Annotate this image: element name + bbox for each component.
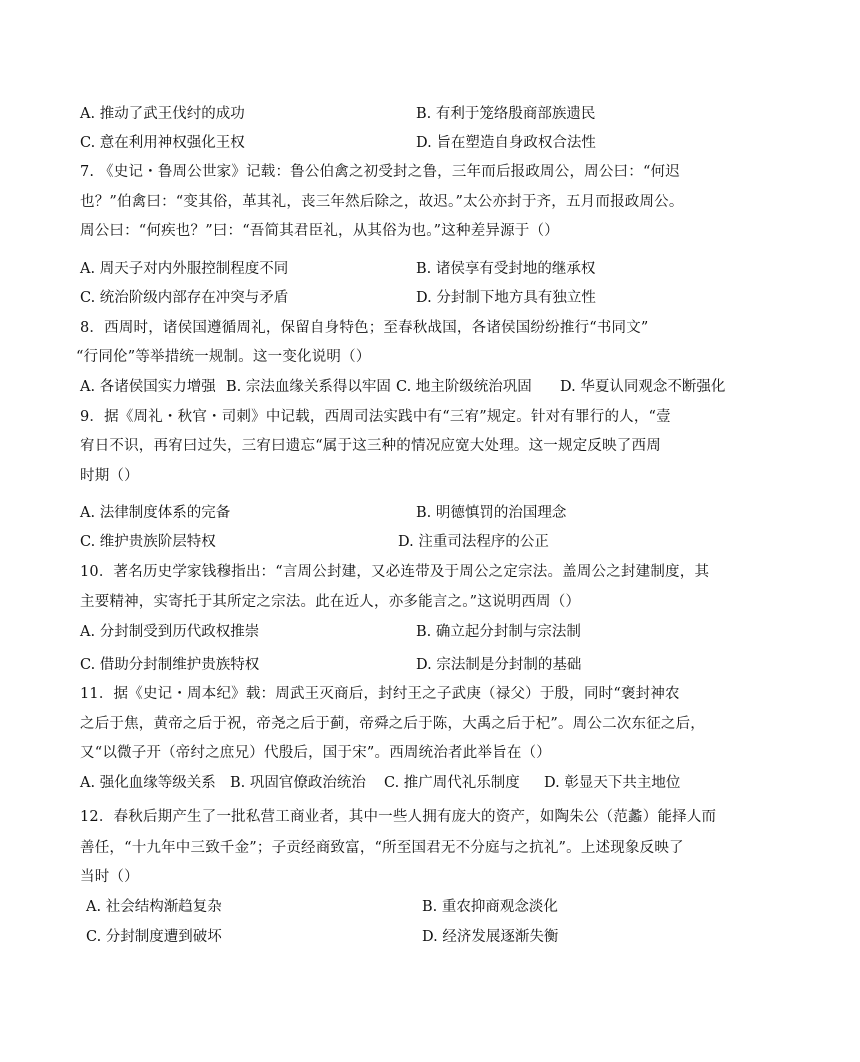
q8-option-a[interactable]: A. 各诸侯国实力增强	[80, 379, 216, 395]
q7-stem-line3: 周公曰：“何疾也？”曰：“吾简其君臣礼，从其俗为也。”这种差异源于（）	[80, 223, 559, 239]
q10-stem-line1: 10．著名历史学家钱穆指出：“言周公封建，又必连带及于周公之定宗法。盖周公之封建制度，其	[80, 564, 710, 580]
q7-stem-line2: 也？”伯禽曰：“变其俗，革其礼，丧三年然后除之，故迟。”太公亦封于齐，五月而报政周公。	[80, 194, 684, 210]
q11-option-a[interactable]: A. 强化血缘等级关系	[80, 775, 216, 791]
q8-stem-line1: 8．西周时，诸侯国遵循周礼，保留自身特色；至春秋战国，各诸侯国纷纷推行“书同文”	[80, 320, 649, 336]
q6-option-c[interactable]: C. 意在利用神权强化王权	[80, 135, 245, 151]
q12-stem-line1: 12．春秋后期产生了一批私营工商业者，其中一些人拥有庞大的资产，如陶朱公（范蠡）能择人而	[80, 809, 717, 825]
q6-option-d[interactable]: D. 旨在塑造自身政权合法性	[416, 135, 596, 151]
q6-option-a[interactable]: A. 推动了武王伐纣的成功	[80, 106, 245, 122]
q11-stem-line2: 之后于焦，黄帝之后于祝，帝尧之后于蓟，帝舜之后于陈，大禹之后于杞”。周公二次东征之后，	[80, 716, 706, 732]
q10-option-b[interactable]: B. 确立起分封制与宗法制	[416, 624, 581, 640]
q10-option-d[interactable]: D. 宗法制是分封制的基础	[416, 657, 582, 673]
q7-option-a[interactable]: A. 周天子对内外服控制程度不同	[80, 261, 289, 277]
q11-stem-line1: 11．据《史记・周本纪》载：周武王灭商后，封纣王之子武庚（禄父）于殷，同时“褒封神农	[80, 686, 680, 702]
q8-option-d[interactable]: D. 华夏认同观念不断强化	[560, 379, 726, 395]
q7-stem-line1: 7. 《史记・鲁周公世家》记载：鲁公伯禽之初受封之鲁，三年而后报政周公，周公曰：“何迟	[80, 164, 680, 180]
q8-stem-line2: “行同伦”等举措统一规制。这一变化说明（）	[76, 349, 371, 365]
q11-option-c[interactable]: C. 推广周代礼乐制度	[384, 775, 520, 791]
q7-option-d[interactable]: D. 分封制下地方具有独立性	[416, 290, 596, 306]
q12-option-d[interactable]: D. 经济发展逐渐失衡	[422, 929, 559, 945]
q11-stem-line3: 又“以微子开（帝纣之庶兄）代殷后，国于宋”。西周统治者此举旨在（）	[80, 745, 551, 761]
q10-option-a[interactable]: A. 分封制受到历代政权推崇	[80, 624, 260, 640]
q7-option-c[interactable]: C. 统治阶级内部存在冲突与矛盾	[80, 290, 289, 306]
q9-stem-line1: 9．据《周礼・秋官・司刺》中记载，西周司法实践中有“三宥”规定。针对有罪行的人，“壹	[80, 409, 671, 425]
q9-option-a[interactable]: A. 法律制度体系的完备	[80, 505, 231, 521]
q9-option-d[interactable]: D. 注重司法程序的公正	[398, 534, 549, 550]
q7-option-b[interactable]: B. 诸侯享有受封地的继承权	[416, 261, 596, 277]
q8-option-c[interactable]: C. 地主阶级统治巩固	[396, 379, 532, 395]
q12-stem-line3: 当时（）	[80, 869, 139, 885]
q12-option-c[interactable]: C. 分封制度遭到破坏	[86, 929, 222, 945]
q12-option-b[interactable]: B. 重农抑商观念淡化	[422, 899, 558, 915]
q9-option-b[interactable]: B. 明德慎罚的治国理念	[416, 505, 567, 521]
q9-stem-line2: 宥日不识，再宥曰过失，三宥曰遗忘“属于这三种的情况应宽大处理。这一规定反映了西周	[80, 438, 661, 454]
q10-option-c[interactable]: C. 借助分封制维护贵族特权	[80, 657, 260, 673]
q6-option-b[interactable]: B. 有利于笼络殷商部族遗民	[416, 106, 596, 122]
q12-option-a[interactable]: A. 社会结构渐趋复杂	[86, 899, 222, 915]
q9-option-c[interactable]: C. 维护贵族阶层特权	[80, 534, 216, 550]
q11-option-d[interactable]: D. 彰显天下共主地位	[544, 775, 681, 791]
q8-option-b[interactable]: B. 宗法血缘关系得以牢固	[226, 379, 391, 395]
q9-stem-line3: 时期（）	[80, 468, 139, 484]
q11-option-b[interactable]: B. 巩固官僚政治统治	[230, 775, 366, 791]
q10-stem-line2: 主要精神，实寄托于其所定之宗法。此在近人，亦多能言之。”这说明西周（）	[80, 594, 581, 610]
q12-stem-line2: 善任，“十九年中三致千金”；子贡经商致富，“所至国君无不分庭与之抗礼”。上述现象反映了	[80, 840, 684, 856]
